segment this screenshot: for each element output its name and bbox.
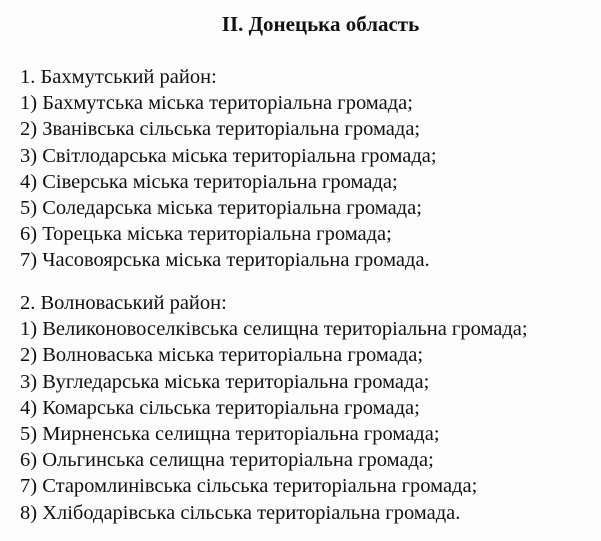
community-list-item: 4) Сіверська міська територіальна громада; (20, 170, 398, 193)
community-list-item: 7) Старомлинівська сільська територіальна громада; (20, 475, 478, 498)
community-list-item: 5) Мирненська селищна територіальна громада; (20, 423, 440, 446)
community-list-item: 6) Торецька міська територіальна громада; (20, 223, 392, 246)
community-list-item: 4) Комарська сільська територіальна громада; (20, 396, 420, 419)
community-list-item: 7) Часовоярська міська територіальна громада. (20, 249, 430, 272)
community-list-item: 6) Ольгинська селищна територіальна громада; (20, 449, 434, 472)
district-heading: 1. Бахмутський район: (20, 66, 217, 88)
district-section-bakhmut (20, 64, 595, 274)
community-list-item: 2) Волноваська міська територіальна громада; (20, 344, 424, 367)
community-list-item: 1) Бахмутська міська територіальна громада; (20, 92, 413, 115)
district-section-volnovakha (20, 290, 595, 526)
community-list-item: 3) Вугледарська міська територіальна громада; (20, 370, 430, 393)
community-list-item: 2) Званівська сільська територіальна громада; (20, 118, 421, 141)
community-list-item: 5) Соледарська міська територіальна громада; (20, 197, 422, 220)
community-list-item: 3) Світлодарська міська територіальна громада; (20, 144, 437, 167)
district-heading: 2. Волноваський район: (20, 292, 227, 314)
community-list-item: 8) Хлібодарівська сільська територіальна громада. (20, 501, 461, 524)
document-title: II. Донецька область (221, 12, 420, 36)
community-list-item: 1) Великоновоселківська селищна територіальна громада; (20, 318, 528, 341)
